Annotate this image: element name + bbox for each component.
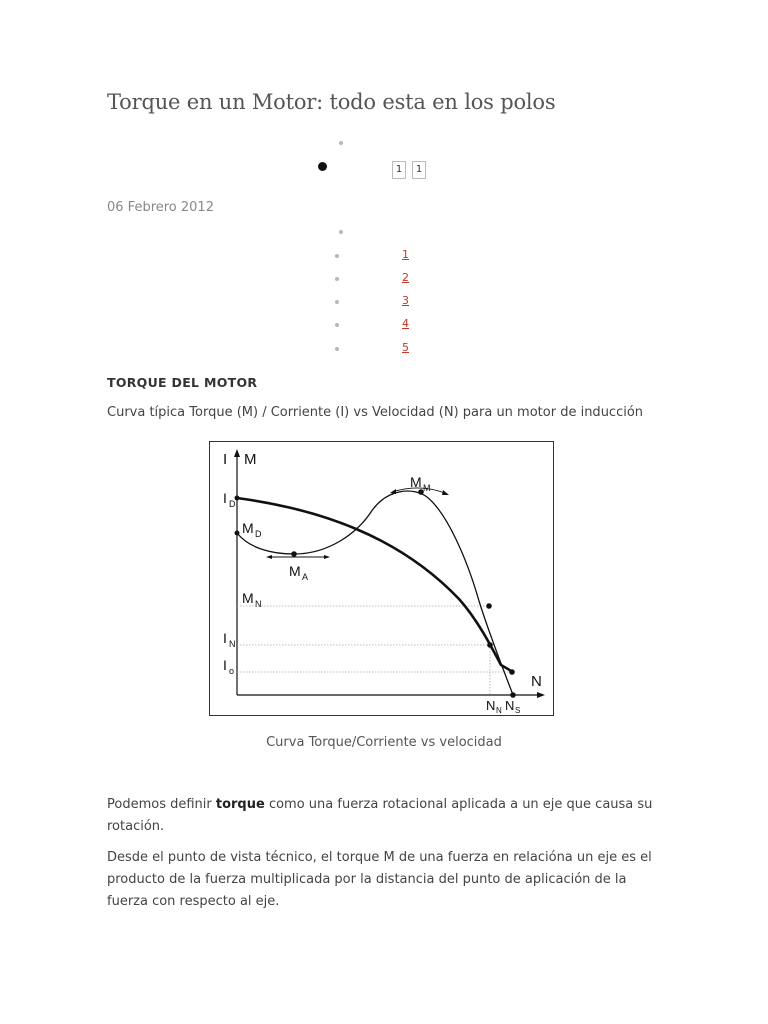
label-axis-i: I — [223, 451, 228, 468]
label-in: I — [223, 630, 227, 646]
point-in — [487, 642, 493, 648]
label-ma: M — [289, 563, 301, 579]
publish-date: 06 Febrero 2012 — [107, 200, 214, 215]
bullet-dot — [335, 254, 339, 258]
label-md-sub: D — [255, 529, 262, 539]
bullet-dot — [335, 347, 339, 351]
paragraph-text: Podemos definir — [107, 797, 216, 812]
label-mm: M — [410, 474, 422, 490]
label-axis-m: M — [244, 451, 257, 468]
page-link-3[interactable]: 3 — [402, 294, 409, 307]
label-nn-sub: N — [496, 706, 502, 715]
label-io: I — [223, 657, 227, 673]
article-title: Torque en un Motor: todo esta en los polos — [107, 90, 556, 114]
bullet-dot — [335, 323, 339, 327]
label-id: I — [223, 490, 227, 506]
figure-caption: Curva Torque/Corriente vs velocidad — [266, 735, 502, 750]
paragraph-definition — [107, 794, 667, 838]
bullet-dot — [339, 230, 343, 234]
point-ns — [510, 692, 516, 698]
bullet-dot — [335, 277, 339, 281]
label-ns-sub: S — [515, 706, 521, 715]
point-mn — [486, 603, 492, 609]
rating-box-2[interactable]: 1 — [412, 161, 426, 179]
point-ma — [291, 551, 297, 557]
label-ns: N — [505, 698, 515, 713]
section-heading: TORQUE DEL MOTOR — [107, 375, 258, 390]
page-link-5[interactable]: 5 — [402, 341, 409, 354]
rating-box-1[interactable]: 1 — [392, 161, 406, 179]
label-ma-sub: A — [302, 572, 309, 582]
paragraph-technical: Desde el punto de vista técnico, el torque M de una fuerza en relacióna un eje es el producto de la fuerza multiplicada por la distancia del punto de aplicación de la fuerza con respecto al eje. — [107, 850, 652, 909]
label-id-sub: D — [229, 499, 236, 509]
bold-term: torque — [215, 797, 265, 812]
label-mm-sub: M — [423, 483, 431, 493]
label-mn-sub: N — [255, 599, 262, 609]
label-in-sub: N — [229, 639, 236, 649]
label-mn: M — [242, 590, 254, 606]
point-md — [235, 531, 240, 536]
page-link-1[interactable]: 1 — [402, 248, 409, 261]
label-axis-n: N — [531, 673, 542, 690]
label-md: M — [242, 520, 254, 536]
label-io-sub: o — [229, 666, 235, 676]
torque-current-diagram — [209, 441, 554, 716]
bullet-dot — [335, 300, 339, 304]
intro-text: Curva típica Torque (M) / Corriente (I) vs Velocidad (N) para un motor de inducción — [107, 405, 644, 420]
rating-dot — [318, 162, 327, 171]
label-nn: N — [486, 698, 496, 713]
paragraph-text: como una fuerza rotacional aplicada a un eje que causa su rotación. — [107, 797, 653, 834]
page-link-2[interactable]: 2 — [402, 271, 409, 284]
bullet-dot — [339, 141, 343, 145]
point-io — [509, 669, 515, 675]
page-link-4[interactable]: 4 — [402, 317, 409, 330]
